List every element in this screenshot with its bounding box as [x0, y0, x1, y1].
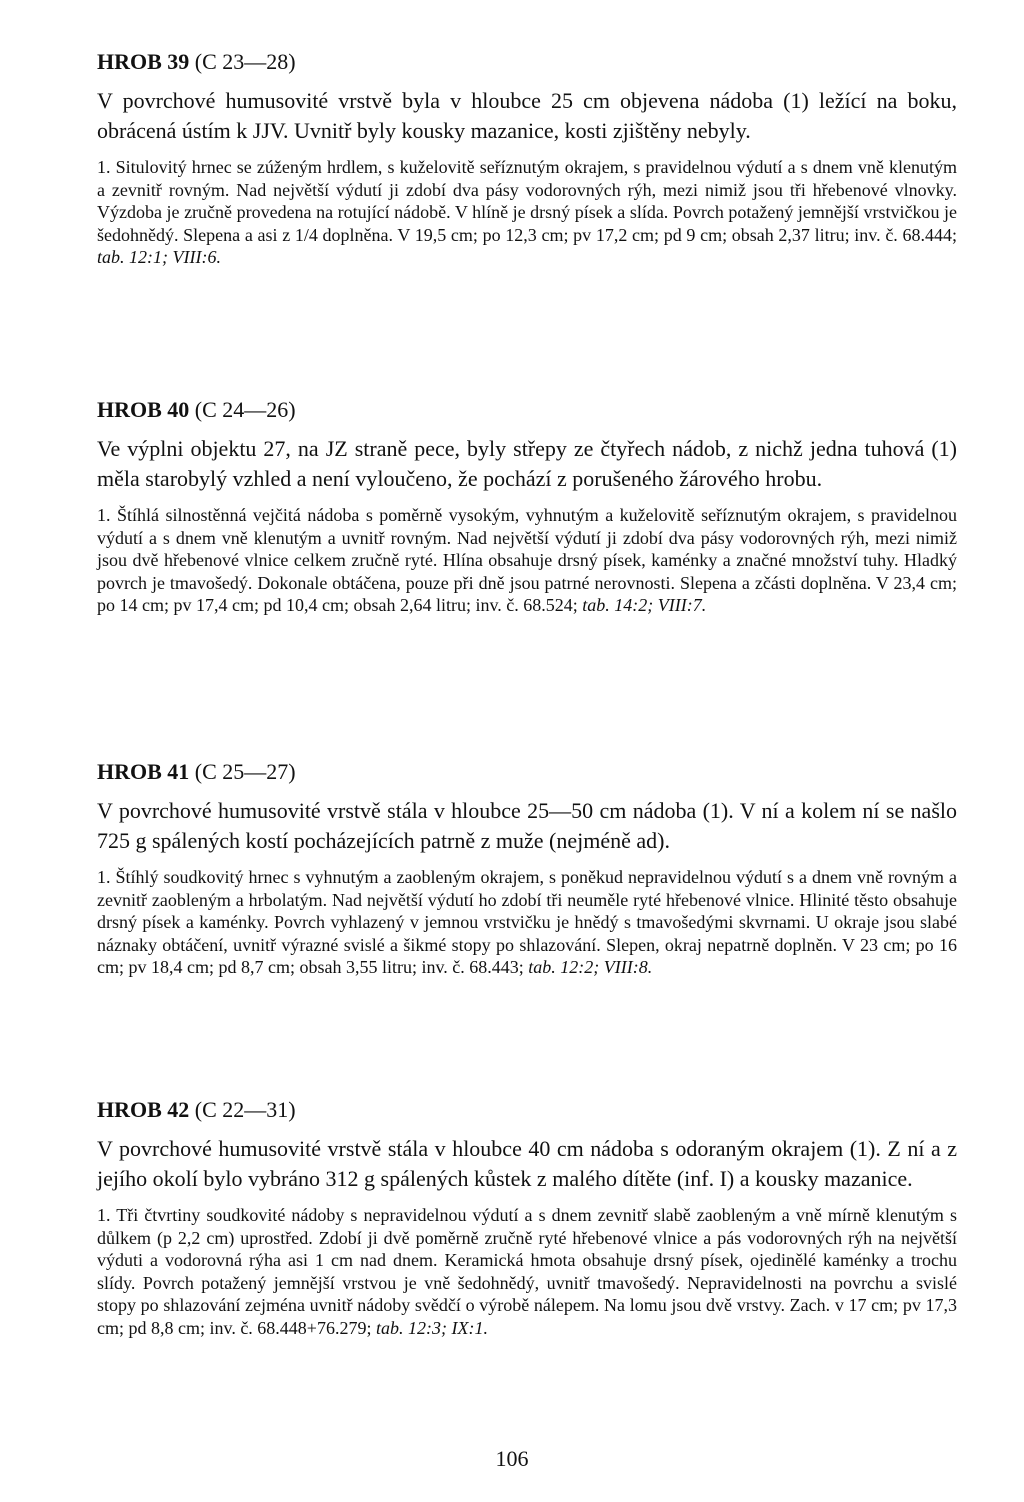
item-description — [97, 1204, 957, 1340]
grave-intro: V povrchové humusovité vrstvě byla v hloubce 25 cm objevena nádoba (1) ležící na boku, obrácená ústím k JJV. Uvnitř byly kousky mazanice, kosti zjištěny nebyly. — [97, 88, 957, 143]
grave-range: (C 22—31) — [194, 1097, 296, 1122]
grave-heading — [97, 1096, 957, 1124]
grave-title: HROB 42 — [97, 1097, 190, 1122]
item-text: 1. Situlovitý hrnec se zúženým hrdlem, s kuželovitě seříznutým okrajem, s pravidelnou výdutí a s dnem vně klenutým a zevnitř rovným. Nad největší výdutí ji zdobí dva pásy vodorovných rýh, mezi nimiž jsou tři hřebenové vlnovky. Výzdoba je zručně provedena na rotující nádobě. V hlíně je drsný písek a slída. Povrch potažený jemnější vrstvičkou je šedohnědý. Slepena a asi z 1/4 doplněna. V 19,5 cm; po 12,3 cm; pv 17,2 cm; pd 9 cm; obsah 2,37 litru; inv. č. 68.444; — [97, 157, 957, 245]
item-reference: tab. 12:1; VIII:6. — [97, 247, 221, 268]
grave-intro: V povrchové humusovité vrstvě stála v hloubce 40 cm nádoba s odoraným okrajem (1). Z ní a z jejího okolí bylo vybráno 312 g spálených kůstek z malého dítěte (inf. I) a kousky mazanice. — [97, 1136, 957, 1191]
grave-range: (C 24—26) — [194, 397, 296, 422]
grave-range: (C 23—28) — [194, 49, 296, 74]
item-reference: tab. 12:3; IX:1. — [375, 1317, 488, 1338]
item-text: 1. Štíhlý soudkovitý hrnec s vyhnutým a zaobleným okrajem, s poněkud nepravidelnou výdutí s a dnem vně rovným a zevnitř zaobleným a hrbolatým. Nad největší výdutí ho zdobí tři neuměle ryté hřebenové vlnice. Hlinité těsto obsahuje drsný písek a kaménky. Povrch vyhlazený v jemnou vrstvičku je hnědý s tmavošedými skvrnami. U okraje jsou slabé náznaky obtáčení, uvnitř výrazné svislé a šikmé stopy po shlazování. Slepen, okraj nepatrně doplněn. V 23 cm; po 16 cm; pv 18,4 cm; pd 8,7 cm; obsah 3,55 litru; inv. č. 68.443; — [97, 867, 957, 978]
grave-entry-40 — [97, 396, 957, 617]
item-reference: tab. 14:2; VIII:7. — [582, 595, 707, 616]
item-description — [97, 866, 957, 979]
item-description — [97, 156, 957, 269]
grave-heading — [97, 758, 957, 786]
grave-title: HROB 41 — [97, 759, 190, 784]
grave-entry-42 — [97, 1096, 957, 1340]
page-number: 106 — [495, 1446, 529, 1471]
grave-intro: V povrchové humusovité vrstvě stála v hloubce 25—50 cm nádoba (1). V ní a kolem ní se našlo 725 g spálených kostí pocházejících patrně z muže (nejméně ad). — [97, 798, 957, 853]
item-reference: tab. 12:2; VIII:8. — [528, 957, 653, 978]
grave-entry-39 — [97, 48, 957, 269]
grave-range: (C 25—27) — [194, 759, 296, 784]
grave-title: HROB 40 — [97, 397, 190, 422]
grave-intro: Ve výplni objektu 27, na JZ straně pece, byly střepy ze čtyřech nádob, z nichž jedna tuhová (1) měla starobylý vzhled a není vyloučeno, že pochází z porušeného žárového hrobu. — [97, 436, 957, 491]
item-text: 1. Štíhlá silnostěnná vejčitá nádoba s poměrně vysokým, vyhnutým a kuželovitě seříznutým okrajem, s pravidelnou výdutí a s dnem vně klenutým a uvnitř rovným. Nad největší výdutí ji zdobí dva pásy vodorovných rýh, mezi nimiž jsou dvě hřebenové vlnice celkem zručně ryté. Hlína obsahuje drsný písek, kaménky a značné množství tuhy. Hladký povrch je tmavošedý. Dokonale obtáčena, pouze při dně jsou patrné nerovnosti. Slepena a zčásti doplněna. V 23,4 cm; po 14 cm; pv 17,4 cm; pd 10,4 cm; obsah 2,64 litru; inv. č. 68.524; — [97, 505, 957, 616]
item-text: 1. Tři čtvrtiny soudkovité nádoby s nepravidelnou výdutí a s dnem zevnitř slabě zaobleným a vně mírně klenutým s důlkem (p 2,2 cm) uprostřed. Zdobí ji dvě poměrně zručně ryté hřebenové vlnice a pás vodorovných rýh na největší výduti a vodorovná rýha asi 1 cm nad dnem. Keramická hmota obsahuje drsný písek, ojedinělé kaménky a trochu slídy. Povrch potažený jemnější vrstvou je vně šedohnědý, uvnitř tmavošedý. Nepravidelnosti na povrchu a svislé stopy po shlazování zejména uvnitř nádoby svědčí o výrobě nálepem. Na lomu jsou dvě vrstvy. Zach. v 17 cm; pv 17,3 cm; pd 8,8 cm; inv. č. 68.448+76.279; — [97, 1205, 957, 1338]
grave-entry-41 — [97, 758, 957, 979]
item-description — [97, 504, 957, 617]
grave-heading — [97, 396, 957, 424]
grave-heading — [97, 48, 957, 76]
grave-title: HROB 39 — [97, 49, 190, 74]
